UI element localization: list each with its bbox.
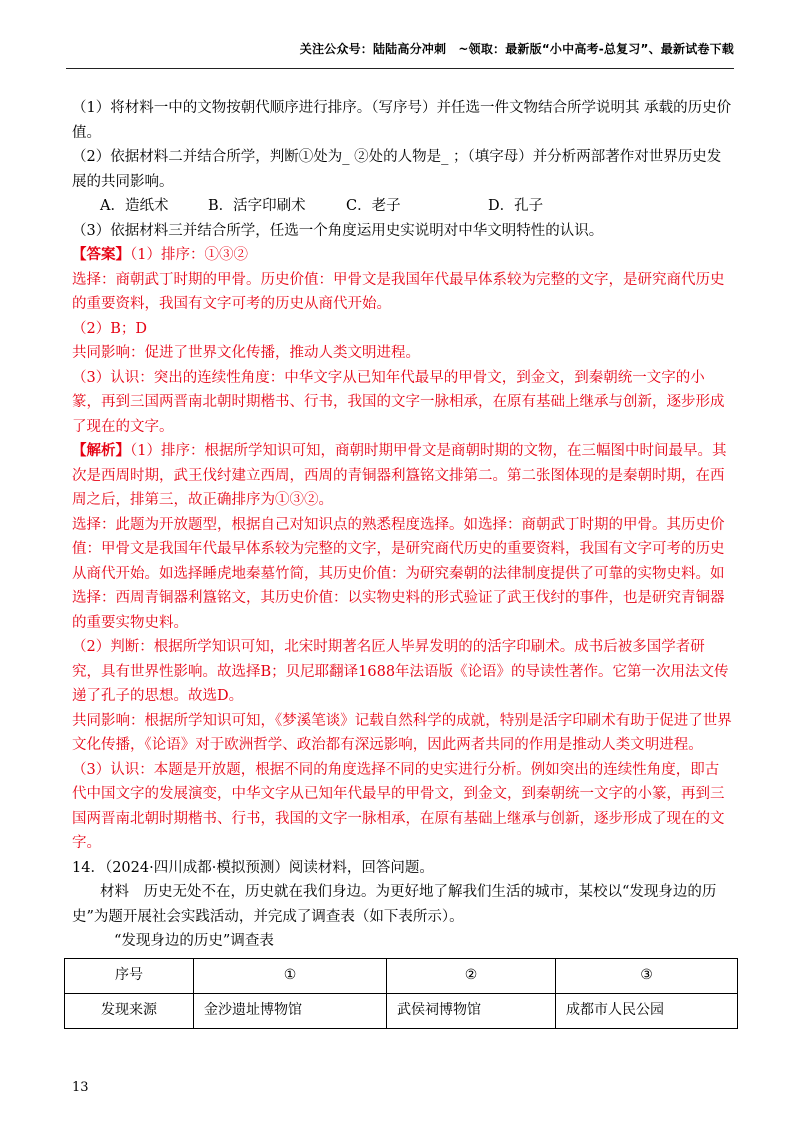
page-header: 关注公众号：陆陆高分冲刺 ~领取：最新版“小中高考-总复习”、最新试卷下载 (299, 42, 734, 56)
analysis-2: 选择：此题为开放题型，根据自己对知识点的熟悉程度选择。如选择：商朝武丁时期的甲骨。其历史价值：甲骨文是我国年代最早体系较为完整的文字，是研究商代历史的重要资料，我国有文字可考的历史从商代开始。如选择睡虎地秦墓竹简，其历史价值：为研究秦朝的法律制度提供了可靠的实物史料。如选择：西周青铜器利簋铭文，其历史价值：以实物史料的形式验证了武王伐纣的事件，也是研究青铜器的重要实物史料。 (72, 516, 725, 631)
answer-1: （1）排序：①③② (130, 247, 248, 263)
analysis-1-text: （1）排序：根据所学知识可知，商朝时期甲骨文是商朝时期的文物，在三幅图中时间最早。其次是西周时期，武王伐纣建立西周，西周的青铜器利簋铭文排第二。第二张图体现的是秦朝时期，在西周之后，排第三，故正确排序为①③②。 (72, 443, 727, 508)
analysis-1 (72, 439, 732, 513)
material-text: 材料 历史无处不在，历史就在我们身边。为更好地了解我们生活的城市，某校以“发现身边的历史”为题开展社会实践活动，并完成了调查表（如下表所示）。 (72, 884, 717, 925)
table-header-cell: ① (194, 958, 387, 993)
table-header-cell: ② (387, 958, 556, 993)
question-2: （2）依据材料二并结合所学，判断①处为_ ②处的人物是_ ；（填字母）并分析两部著作对世界历史发展的共同影响。 (72, 149, 722, 190)
table-header-cell: 序号 (65, 958, 194, 993)
option-b: B．活字印刷术 (208, 198, 306, 214)
table-cell: 发现来源 (65, 993, 194, 1028)
question-14-stem: 14．（2024·四川成都·模拟预测）阅读材料，回答问题。 (72, 859, 434, 876)
answer-line-1 (72, 243, 732, 268)
survey-table (64, 958, 738, 1029)
table-cell: 成都市人民公园 (556, 993, 738, 1028)
table-title: “发现身边的历史”调查表 (114, 933, 274, 949)
table-row (65, 993, 738, 1028)
header-divider (66, 68, 734, 69)
option-a: A．造纸术 (100, 198, 169, 214)
analysis-3: （2）判断：根据所学知识可知，北宋时期著名匠人毕昇发明的的活字印刷术。成书后被多国学者研究，具有世界性影响。故选择B；贝尼耶翻译1688年法语版《论语》的导读性著作。它第一次用法文传递了孔子的思想。故选D。 (72, 639, 729, 704)
page-number: 13 (72, 1080, 89, 1095)
answer-tag: 【答案】 (72, 246, 130, 263)
analysis-5: （3）认识：本题是开放题，根据不同的角度选择不同的史实进行分析。例如突出的连续性角度，即古代中国文字的发展演变，中华文字从已知年代最早的甲骨文，到金文，到秦朝统一文字的小篆，再到三国两晋南北朝时期楷书、行书，我国的文字一脉相承，在原有基础上继承与创新，逐步形成了现在的文字。 (72, 761, 725, 851)
answer-impact: 共同影响：促进了世界文化传播，推动人类文明进程。 (72, 345, 420, 361)
analysis-4: 共同影响：根据所学知识可知，《梦溪笔谈》记载自然科学的成就，特别是活字印刷术有助于促进了世界文化传播，《论语》对于欧洲哲学、政治都有深远影响，因此两者共同的作用是推动人类文明进程。 (72, 712, 732, 753)
question-1: （1）将材料一中的文物按朝代顺序进行排序。（写序号）并任选一件文物结合所学说明其 承载的历史价值。 (72, 100, 732, 141)
analysis-tag: 【解析】 (72, 442, 130, 459)
table-header-row (65, 958, 738, 993)
option-c: C．老子 (346, 198, 401, 214)
table-cell: 武侯祠博物馆 (387, 993, 556, 1028)
table-cell: 金沙遗址博物馆 (194, 993, 387, 1028)
options-row (72, 194, 732, 219)
answer-3: （3）认识：突出的连续性角度：中华文字从已知年代最早的甲骨文，到金文，到秦朝统一文字的小篆，再到三国两晋南北朝时期楷书、行书，我国的文字一脉相承，在原有基础上继承与创新，逐步形成了现在的文字。 (72, 369, 725, 435)
option-d: D．孔子 (488, 198, 544, 214)
table-header-cell: ③ (556, 958, 738, 993)
answer-2: （2）B；D (72, 320, 148, 337)
question-3: （3）依据材料三并结合所学，任选一个角度运用史实说明对中华文明特性的认识。 (72, 222, 604, 239)
answer-select: 选择：商朝武丁时期的甲骨。历史价值：甲骨文是我国年代最早体系较为完整的文字，是研究商代历史的重要资料，我国有文字可考的历史从商代开始。 (72, 271, 725, 312)
page-content (72, 96, 732, 1029)
